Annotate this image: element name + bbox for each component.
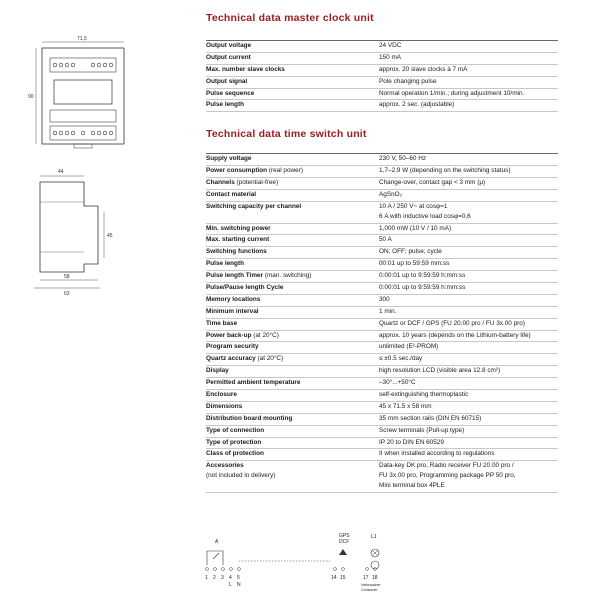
table-row [206, 190, 558, 202]
row-value-text: 1 min. [379, 307, 397, 315]
row-value [379, 41, 558, 52]
row-value-text: 230 V, 50–60 Hz [379, 155, 427, 162]
row-label-text: Program security [206, 343, 259, 351]
table-row [206, 331, 558, 343]
row-value [379, 77, 558, 88]
row-value-text: 6 A with inductive load cosφ=0,6 [379, 212, 471, 220]
row-label [206, 77, 379, 88]
table-row [206, 449, 558, 461]
row-label [206, 224, 379, 235]
row-label-text: Contact material [206, 190, 257, 198]
row-label-text: Type of protection [206, 438, 262, 446]
row-value-text: 1,7–2,9 W (depending on the switching status) [379, 166, 511, 174]
row-value [379, 426, 558, 437]
terminal-4: 4 [229, 575, 232, 581]
row-value-text: 00:01 up to 59:59 mm:ss [379, 260, 450, 268]
row-label [206, 271, 379, 282]
row-label [206, 390, 379, 401]
row-value-text: –30°...+50°C [379, 379, 416, 387]
lcd-display [54, 80, 112, 104]
row-label [206, 202, 379, 223]
side-view-drawing [28, 168, 138, 298]
row-value-text: Change-over, contact gap < 3 mm (μ) [379, 178, 486, 186]
row-label-text: Output current [206, 53, 251, 61]
table-row [206, 247, 558, 259]
row-label-text: Pulse length Timer [206, 272, 264, 280]
row-label [206, 235, 379, 246]
table-row [206, 77, 558, 89]
row-value [379, 247, 558, 258]
row-label-text: Pulse sequence [206, 89, 255, 97]
row-label-text: Type of connection [206, 426, 265, 434]
row-value [379, 342, 558, 353]
table-row [206, 224, 558, 236]
row-value-text: 50 A [379, 236, 392, 244]
row-label [206, 41, 379, 52]
load-label-1: Verbraucher [361, 583, 381, 587]
row-value-text: 35 mm section rails (DIN EN 60715) [379, 414, 482, 422]
terminal-17: 17 [363, 575, 369, 581]
side-top-label: 44 [58, 169, 64, 175]
relay-contact-symbol [207, 551, 223, 565]
row-value-text: Data-key DK pro, Radio receiver FU 20.00 pro / [379, 462, 514, 470]
row-value [379, 178, 558, 189]
dcf-label: DCF [339, 539, 350, 545]
row-value [379, 89, 558, 100]
side-height-label: 45 [107, 233, 113, 239]
row-value-text: high resolution LCD (visible area 12.8 cm²) [379, 367, 501, 375]
gps-label: GPS [339, 533, 350, 539]
table-row [206, 307, 558, 319]
row-label [206, 378, 379, 389]
row-label-text: Output signal [206, 77, 248, 85]
row-value [379, 366, 558, 377]
row-label [206, 366, 379, 377]
row-label-text: Permitted ambient temperature [206, 379, 301, 387]
row-value-text: ≤ ±0.5 sec./day [379, 355, 423, 363]
table-row [206, 426, 558, 438]
row-value [379, 190, 558, 201]
row-label-text: Enclosure [206, 391, 237, 399]
row-label-text: Power back-up [206, 331, 252, 339]
table-row [206, 438, 558, 450]
row-value [379, 53, 558, 64]
row-value [379, 166, 558, 177]
rail-clip [74, 144, 92, 148]
side-bottom2-label: 63 [64, 291, 70, 297]
row-label-text: Min. switching power [206, 224, 271, 232]
row-value [379, 390, 558, 401]
row-label [206, 178, 379, 189]
row-value [379, 438, 558, 449]
row-label-text: Output voltage [206, 42, 252, 49]
row-value [379, 154, 558, 165]
row-label-text: Pulse/Pause length Cycle [206, 284, 284, 292]
row-value [379, 414, 558, 425]
time-switch-title: Technical data time switch unit [206, 128, 367, 140]
row-value-text: 150 mA [379, 53, 402, 61]
row-value-text: 0:00:01 up to 9:59:59 h:mm:ss [379, 272, 466, 280]
row-value [379, 354, 558, 365]
table-row [206, 378, 558, 390]
relay-label: A [215, 539, 219, 545]
table-row [206, 271, 558, 283]
row-label-text: Memory locations [206, 295, 261, 303]
top-terminals [53, 63, 113, 67]
row-label [206, 65, 379, 76]
side-bottom1-label: 58 [64, 274, 70, 280]
row-label-text: Display [206, 367, 229, 375]
row-value [379, 378, 558, 389]
l-label: L [229, 582, 232, 588]
terminal-14: 14 [331, 575, 337, 581]
row-label-note: (potential-free) [234, 178, 279, 186]
terminal-1: 1 [205, 575, 208, 581]
row-value [379, 402, 558, 413]
table-row [206, 319, 558, 331]
button-row [50, 110, 116, 122]
load-label-2: Consumer [361, 588, 378, 592]
table-row [206, 390, 558, 402]
row-label-text: Pulse length [206, 101, 244, 109]
row-value [379, 202, 558, 223]
row-label [206, 461, 379, 492]
row-label-text: Class of protection [206, 450, 264, 458]
table-row [206, 154, 558, 166]
wiring-diagram [195, 525, 395, 597]
relay-switch-line [213, 553, 219, 559]
row-label [206, 438, 379, 449]
row-value-text: Screw terminals (Pull-up type) [379, 426, 465, 434]
top-terminal-block [50, 58, 116, 72]
row-label [206, 331, 379, 342]
row-value [379, 235, 558, 246]
row-value [379, 449, 558, 460]
front-view-drawing [28, 36, 138, 156]
row-label-text: Switching capacity per channel [206, 202, 302, 210]
row-value-text: self-extinguishing thermoplastic [379, 391, 469, 399]
terminal-5: 5 [237, 575, 240, 581]
row-label [206, 449, 379, 460]
table-row [206, 461, 558, 493]
row-label [206, 414, 379, 425]
table-row [206, 235, 558, 247]
row-value-text: approx. 20 slave clocks à 7 mA [379, 65, 468, 73]
row-label-text: Switching functions [206, 248, 267, 256]
row-label-note: (at 20°C) [251, 331, 279, 339]
row-value-text: ON; OFF; pulse; cycle [379, 248, 442, 256]
row-label-sub: (not included in delivery) [206, 472, 276, 480]
row-value-text: Quartz or DCF / GPS (FU 20.00 pro / FU 3x.00 pro) [379, 319, 525, 327]
side-housing [40, 182, 98, 272]
row-value-text: Normal operation 1/min.; during adjustment 10/min. [379, 89, 525, 97]
row-label-text: Channels [206, 178, 235, 186]
row-value-text: 10 A / 250 V~ at cosφ=1 [379, 202, 448, 210]
row-value [379, 461, 558, 492]
row-label-text: Accessories [206, 462, 244, 470]
table-row [206, 178, 558, 190]
row-label [206, 319, 379, 330]
row-label-text: Power consumption [206, 166, 268, 174]
row-label [206, 53, 379, 64]
row-label-text: Dimensions [206, 402, 243, 410]
row-label-text: Supply voltage [206, 155, 252, 162]
row-value [379, 307, 558, 318]
table-row [206, 100, 558, 112]
row-value-text: approx. 2 sec. (adjustable) [379, 101, 455, 109]
table-row [206, 414, 558, 426]
row-value-text: AgSnO₂ [379, 190, 403, 198]
terminal-3: 3 [221, 575, 224, 581]
row-label-text: Max. starting current [206, 236, 270, 244]
row-label-text: Time base [206, 319, 238, 327]
row-label-text: Distribution board mounting [206, 414, 293, 422]
row-label-text: Minimum interval [206, 307, 259, 315]
terminal-2: 2 [213, 575, 216, 581]
table-row [206, 202, 558, 224]
table-row [206, 89, 558, 101]
row-value-text: 0:00:01 up to 9:59:59 h:mm:ss [379, 284, 466, 292]
bottom-terminals [53, 131, 113, 135]
row-value-text: Mini terminal box 4PLE [379, 482, 445, 490]
table-row [206, 295, 558, 307]
row-label [206, 154, 379, 165]
row-value-text: unlimited (E²-PROM) [379, 343, 439, 351]
row-value [379, 295, 558, 306]
row-label [206, 283, 379, 294]
row-value-text: 300 [379, 295, 390, 303]
table-row [206, 41, 558, 53]
row-value-text: 45 x 71.5 x 58 mm [379, 402, 432, 410]
row-value [379, 224, 558, 235]
time-switch-table [206, 153, 558, 493]
row-label [206, 402, 379, 413]
row-label [206, 166, 379, 177]
row-value [379, 283, 558, 294]
row-value-text: Pole changing pulse [379, 77, 437, 85]
table-row [206, 53, 558, 65]
row-label [206, 342, 379, 353]
row-label-text: Pulse length [206, 260, 244, 268]
row-value-text: 24 VDC [379, 42, 402, 49]
table-row [206, 342, 558, 354]
row-value [379, 331, 558, 342]
master-clock-title: Technical data master clock unit [206, 12, 374, 24]
row-label [206, 426, 379, 437]
row-value-text: FU 3x.00 pro, Programming package PP 50 pro, [379, 472, 516, 480]
row-value [379, 271, 558, 282]
row-label [206, 89, 379, 100]
table-row [206, 366, 558, 378]
row-label-text: Quartz accuracy [206, 355, 256, 363]
row-label [206, 295, 379, 306]
row-label-text: Max. number slave clocks [206, 65, 285, 73]
row-value-text: IP 20 to DIN EN 60529 [379, 438, 444, 446]
table-row [206, 259, 558, 271]
row-value-text: II when installed according to regulations [379, 450, 495, 458]
table-row [206, 65, 558, 77]
terminal-18: 18 [372, 575, 378, 581]
l1-label: L1 [371, 534, 377, 540]
row-value [379, 100, 558, 111]
row-label-note: (at 20°C) [255, 355, 284, 363]
terminal-circles [206, 568, 377, 571]
row-value-text: approx. 10 years (depends on the Lithium-battery life) [379, 331, 531, 339]
row-label [206, 190, 379, 201]
table-row [206, 166, 558, 178]
row-label [206, 259, 379, 270]
row-value-text: 1,000 mW (10 V / 10 mA) [379, 224, 452, 232]
row-value [379, 259, 558, 270]
row-label [206, 247, 379, 258]
terminal-15: 15 [340, 575, 346, 581]
antenna-icon [339, 549, 347, 555]
row-value [379, 65, 558, 76]
row-label-note: (man. switching) [263, 272, 312, 280]
master-clock-table [206, 40, 558, 112]
table-row [206, 283, 558, 295]
bottom-terminal-block [50, 126, 116, 140]
row-label [206, 307, 379, 318]
row-label [206, 354, 379, 365]
n-label: N [237, 582, 241, 588]
front-height-label: 90 [28, 94, 34, 100]
table-row [206, 354, 558, 366]
front-width-label: 71,5 [77, 36, 87, 42]
table-row [206, 402, 558, 414]
row-value [379, 319, 558, 330]
row-label-note: (real power) [267, 166, 303, 174]
row-label [206, 100, 379, 111]
